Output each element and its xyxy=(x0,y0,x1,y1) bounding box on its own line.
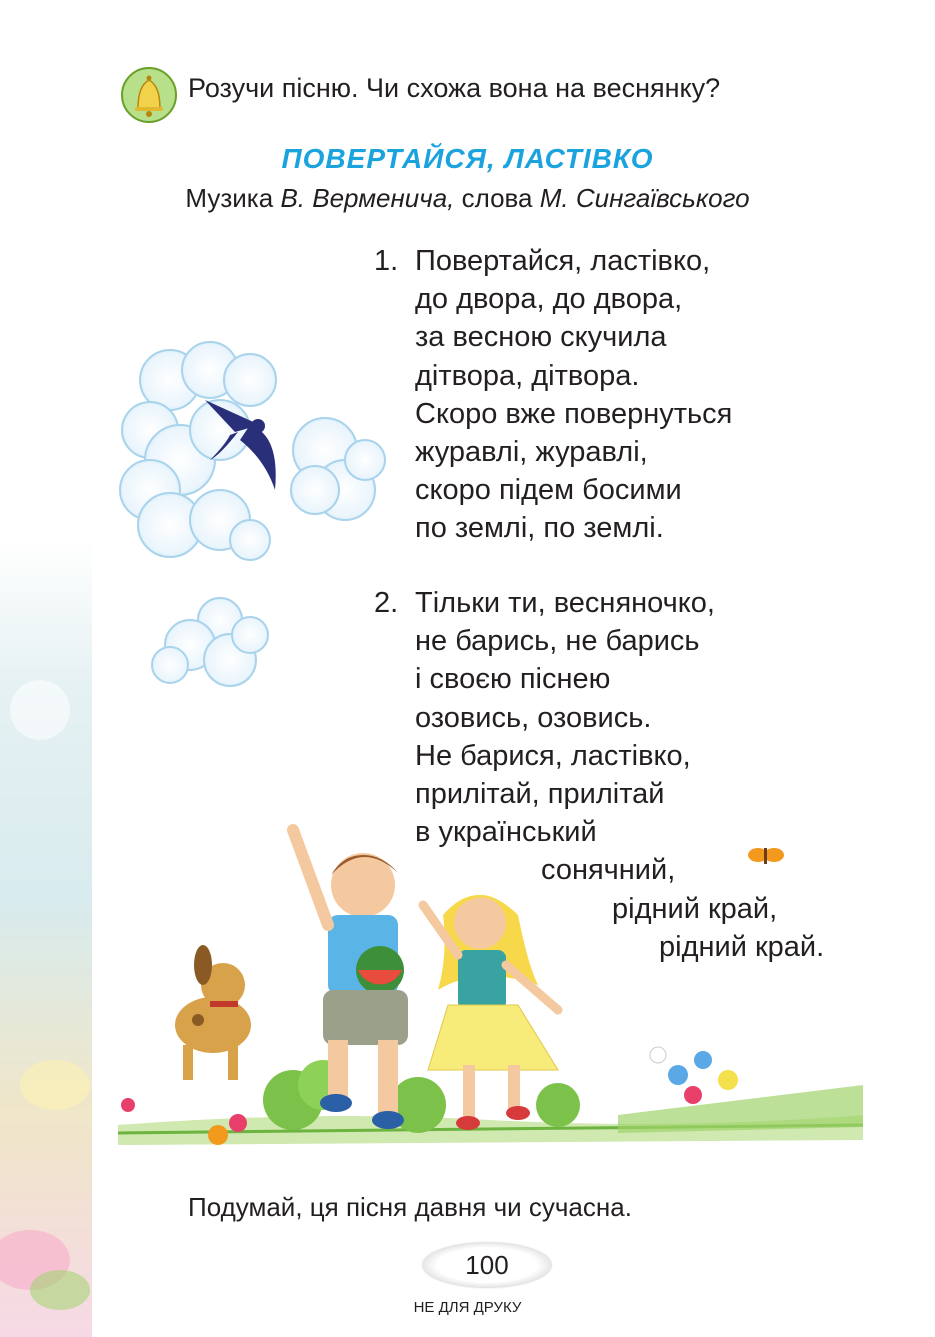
verse-line: Повертайся, ластівко, xyxy=(415,245,711,277)
verse-line: за весною скучила xyxy=(415,321,667,354)
verse-line: рідний край. xyxy=(659,930,825,963)
bubble-decoration xyxy=(10,680,70,740)
verse-line: рідний край, xyxy=(612,892,778,925)
verse-line: Скоро вже повернуться xyxy=(415,397,733,430)
not-for-print-stamp: НЕ ДЛЯ ДРУКУ xyxy=(413,1299,522,1316)
verse-line: прилітай, прилітай xyxy=(415,778,665,811)
butterfly xyxy=(748,848,784,864)
reflection-question: Подумай, ця пісня давня чи сучасна. xyxy=(188,1192,632,1222)
verse-number: 1. xyxy=(374,245,399,277)
verse-line: в український xyxy=(415,816,597,849)
decorative-side-strip xyxy=(0,540,92,1337)
verse-line: Тільки ти, весняночко, xyxy=(415,587,715,619)
verse-line: дітвора, дітвора. xyxy=(415,359,640,392)
music-label: Музика xyxy=(185,183,281,213)
dog xyxy=(175,945,251,1080)
verse-line: до двора, до двора, xyxy=(415,283,683,316)
song-title: ПОВЕРТАЙСЯ, ЛАСТІВКО xyxy=(281,143,654,174)
page-number: 100 xyxy=(465,1250,509,1280)
small-cloud xyxy=(152,598,268,686)
bubble-decoration xyxy=(20,1060,90,1110)
words-label: слова xyxy=(454,183,540,213)
verse-line: Не барися, ластівко, xyxy=(415,739,691,772)
song-credits xyxy=(0,183,935,214)
verse-line: не барись, не барись xyxy=(415,625,700,658)
verse-1 xyxy=(374,242,732,548)
children-playing-illustration xyxy=(118,815,863,1155)
verse-line: скоро підем босими xyxy=(415,474,682,507)
clouds-swallow-illustration xyxy=(110,340,400,700)
grass-ground xyxy=(118,1085,863,1145)
verse-line: сонячний, xyxy=(541,854,676,887)
composer-name: В. Верменича, xyxy=(280,183,455,213)
verse-line: озовись, озовись. xyxy=(415,701,652,734)
lyricist-name: М. Сингаївського xyxy=(539,183,750,213)
verse-line: і своєю піснею xyxy=(415,663,611,696)
task-prompt: Розучи пісню. Чи схожа вона на веснянку? xyxy=(188,73,721,103)
verse-number: 2. xyxy=(374,587,399,619)
verse-line: по землі, по землі. xyxy=(415,512,664,545)
bell-icon xyxy=(120,66,178,124)
verse-line: журавлі, журавлі, xyxy=(415,436,648,469)
